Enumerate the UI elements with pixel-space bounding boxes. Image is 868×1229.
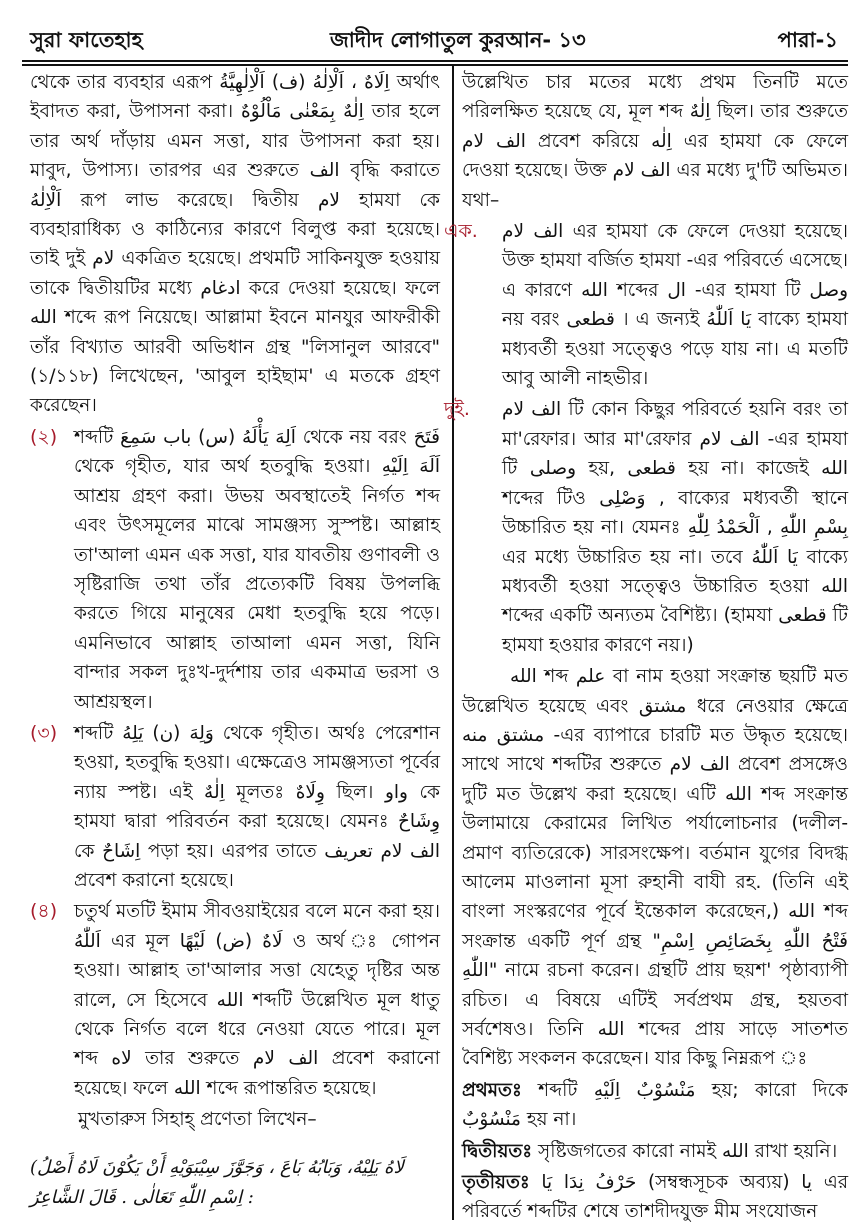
left-item-4 (30, 897, 440, 1103)
right-column (444, 68, 849, 1229)
point-lead: প্রথমতঃ (462, 1079, 522, 1101)
right-point-1 (462, 1076, 848, 1135)
point-text: শব্দটি مَنْسُوْبٌ اِلَيْهِ হয়; কারো দিকে مَنْسُوْبٌ হয় না। (462, 1079, 848, 1131)
item-text: الف لام টি কোন কিছুর পরিবর্তে হয়নি বরং তা মা'রেফার। আর মা'রেফার الف لام -এর হামযা টি وصلى হয়, قطعى হয় না। কাজেই الله শব্দের টিও وَصْلِى , বাক্যের মধ্যবর্তী স্থানে উচ্চারিত হয় না। যেমনঃ بِسْمِ اللّٰهِ , اَلْحَمْدُ لِلّٰهِ এর মধ্যে উচ্চারিত হয় না। তবে يَا اَللّٰهُ বাক্যে মধ্যবর্তী হওয়া সত্ত্বেও উচ্চারিত হওয়া الله শব্দের একটি অন্যতম বৈশিষ্ট্য। (হামযা قطعى টি হামযা হওয়ার কারণে নয়।) (502, 399, 849, 656)
left-arabic-quote: (لَاهُ يَلِيْهُ، وَبَابُهُ بَاعَ ، وَجَوَّزَ سِيْبَوَيْهِ أَنْ يَكُوْنَ لَاهُ أَصْلُ اِسْمِ اللّٰهِ تَعَالٰى . قَالَ الشَّاعِرُ : (30, 1156, 404, 1208)
item-marker: এক. (444, 220, 478, 243)
left-citation-intro: মুখতারুস সিহাহ্ প্রণেতা লিখেন– (78, 1109, 317, 1131)
item-marker: (৩) (30, 721, 58, 744)
surah-title: সুরা ফাতেহাহ (30, 28, 143, 52)
item-text: الف لام এর হামযা কে ফেলে দেওয়া হয়েছে। উক্ত হামযা বর্জিত হামযা -এর পরিবর্তে এসেছে। এ কারণে الله শব্দের ال -এর হামযা টি وصل নয় বরং قطعى । এ জন্যই يَا اَللّٰهُ বাক্যে হামযা মধ্যবর্তী হওয়া সত্ত্বেও পড়ে যায় না। এ মতটি আবু আলী নাহভীর। (502, 221, 849, 390)
point-lead: তৃতীয়তঃ (462, 1172, 530, 1194)
right-item-dui (444, 395, 849, 660)
point-text: সৃষ্টিজগতের কারো নামই الله রাখা হয়নি। (532, 1140, 838, 1162)
right-paragraph-summary: الله শব্দ علم বা নাম হওয়া সংক্রান্ত ছয়টি মত উল্লেখিত হয়েছে এবং مشتق ধরে নেওয়ার ক্ষেত্রে مشتق منه -এর ব্যাপারে চারটি মত উদ্ধৃত হয়েছে। সাথে সাথে শব্দটির শুরুতে الف لام প্রবেশ প্রসঙ্গেও দুটি মত উল্লেখ করা হয়েছে। এটি الله শব্দ সংক্রান্ত উলামায়ে কেরামের লিখিত পর্যালোচনার (দলীল-প্রমাণ ব্যতিরেকে) সারসংক্ষেপ। বর্তমান যুগের বিদগ্ধ আলেম মাওলানা মূসা রুহানী বাযী রহ. (তিনি এই বাংলা সংস্করণের পূর্বে ইন্তেকাল করেছেন,) الله শব্দ সংক্রান্ত একটি পূর্ণ গ্রন্থ "فَتْحُ اللّٰهِ بِخَصَائِصِ اِسْمِ اللّٰهِ" নামে রচনা করেন। গ্রন্থটি প্রায় ছয়শ' পৃষ্ঠাব্যাপী রচিত। এ বিষয়ে এটিই সর্বপ্রথম গ্রন্থ, হয়তবা সর্বশেষও। তিনি الله শব্দের প্রায় সাড়ে সাতশত বৈশিষ্ট্য সংকলন করেছেন। যার কিছু নিম্নরূপ ঃ (462, 666, 849, 1070)
header-rule-second (22, 64, 848, 66)
right-paragraph-1: উল্লেখিত চার মতের মধ্যে প্রথম তিনটি মতে পরিলক্ষিত হয়েছে যে, মূল শব্দ اِلٰهٌ ছিল। তার শুরুতে الف لام প্রবেশ করিয়ে اِلٰه এর হামযা কে ফেলে দেওয়া হয়েছে। উক্ত الف لام এর মধ্যে দু'টি অভিমত। যথা– (462, 72, 849, 211)
item-marker: (৪) (30, 900, 58, 923)
item-marker: (২) (30, 425, 58, 448)
right-point-3 (462, 1168, 848, 1227)
right-item-ek (444, 217, 849, 393)
item-marker: দুই. (444, 398, 470, 421)
book-title: জাদীদ লোগাতুল কুরআন- ১৩ (330, 28, 586, 52)
left-item-2 (30, 423, 440, 717)
left-paragraph-1: থেকে তার ব্যবহার এরূপ اِلَاهٌ ، اَلْاِلٰهُ (ف) اَلْاِلٰهِيَّةُ অর্থাৎ ইবাদত করা, উপাসনা করা। اِلٰهٌ بِمَعْنٰى مَاْلُوْهٌ তার হলে তার অর্থ দাঁড়ায় এমন সত্তা, যার উপাসনা করা হয়। মাবুদ, উপাস্য। তারপর এর শুরুতে الف বৃদ্ধি করাতে اَلْاِلٰهُ রূপ লাভ করেছে। দ্বিতীয় لام হামযা কে ব্যবহারাধিক্য ও কাঠিন্যের কারণে বিলুপ্ত করা হয়েছে। তাই দুই لام একত্রিত হয়েছে। প্রথমটি সাকিনযুক্ত হওয়ায় তাকে দ্বিতীয়টির মধ্যে ادغام করে দেওয়া হয়েছে। ফলে الله শব্দে রূপ নিয়েছে। আল্লামা ইবনে মানযুর আফরীকী তাঁর বিখ্যাত আরবী অভিধান গ্রন্থ "লিসানুল আরবে" (১/১১৮) লিখেছেন, 'আবুল হাইছাম' এ মতকে গ্রহণ করেছেন। (30, 72, 441, 417)
point-lead: দ্বিতীয়তঃ (462, 1140, 533, 1162)
right-point-2 (462, 1137, 848, 1166)
item-text: শব্দটি اَلِهَ يَأْلَهُ (س) باب سَمِعَ থেকে নয় বরং فَتَحَ থেকে গৃহীত, যার অর্থ হতবুদ্ধি হওয়া। اَلَهَ اِلَيْهِ আশ্রয় গ্রহণ করা। উভয় অবস্থাতেই নির্গত শব্দ এবং উৎসমূলের মাঝে সামঞ্জস্য সুস্পষ্ট। আল্লাহ তা'আলা এমন এক সত্তা, যার যাবতীয় গুণাবলী ও সৃষ্টিরাজি তথা তাঁর প্রত্যেকটি বিষয় উপলব্ধি করতে গিয়ে মানুষের মেধা হতবুদ্ধি হয়ে পড়ে। এমনিভাবে আল্লাহ তাআলা এমন সত্তা, যিনি বান্দার সকল দুঃখ-দুর্দশায় তার একমাত্র ভরসা ও আশ্রয়স্থল। (74, 426, 441, 713)
header-rule (22, 60, 848, 62)
left-item-3 (30, 719, 440, 895)
left-column (30, 68, 440, 1213)
item-text: চতুর্থ মতটি ইমাম সীবওয়াইয়ের বলে মনে করা হয়। اَللّٰهُ এর মূল لَاهٌ (ض) لَيْهًا ও অর্থ ঃ গোপন হওয়া। আল্লাহ তা'আলার সত্তা যেহেতু দৃষ্টির অন্ত রালে, সে হিসেবে الله শব্দটি উল্লেখিত মূল ধাতু থেকে নির্গত বলে ধরে নেওয়া যেতে পারে। মূল শব্দ لاه তার শুরুতে الف لام প্রবেশ করানো হয়েছে। ফলে الله শব্দে রূপান্তরিত হয়েছে। (74, 901, 441, 1099)
point-text: حَرْفُ نِدَا يَا (সম্বন্ধসূচক অব্যয়) يا এর পরিবর্তে শব্দটির শেষে তাশদীদযুক্ত মীম সংযোজন (462, 1172, 848, 1223)
para-number: পারা-১ (777, 28, 838, 52)
page-header (0, 0, 868, 62)
item-text: শব্দটি وَلِهَ (ن) يَلِهُ থেকে গৃহীত। অর্থঃ পেরেশান হওয়া, হতবুদ্ধি হওয়া। এক্ষেত্রেও সামঞ্জস্যতা পূর্বের ন্যায় স্পষ্ট। এই اِلٰهٌ মূলতঃ وِلَاهٌ ছিল। واو কে হামযা দ্বারা পরিবর্তন করা হয়েছে। যেমনঃ وِشَاحٌ কে اِشَاحٌ পড়া হয়। এরপর তাতে الف لام تعريف প্রবেশ করানো হয়েছে। (74, 722, 440, 891)
